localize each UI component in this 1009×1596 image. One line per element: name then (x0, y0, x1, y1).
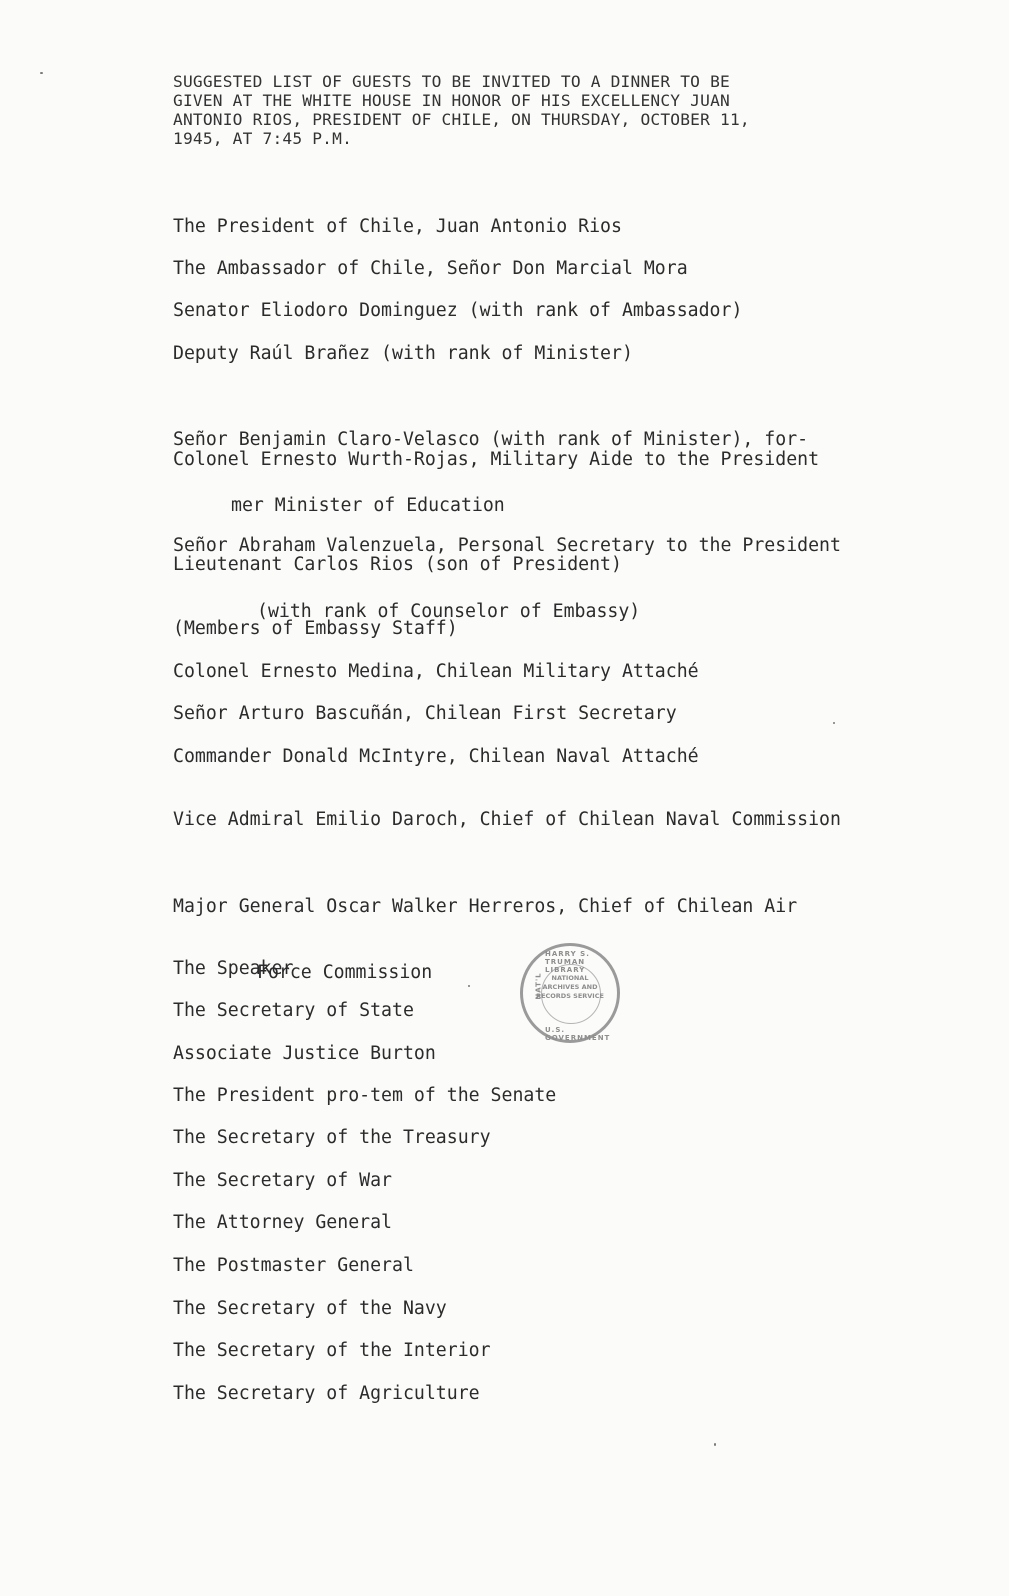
guest-entry: The President of Chile, Juan Antonio Rios (173, 216, 622, 237)
stamp-ring-text-top: HARRY S. TRUMAN LIBRARY (545, 950, 590, 974)
heading-line: SUGGESTED LIST OF GUESTS TO BE INVITED TO A DINNER TO BE (173, 72, 730, 91)
guest-entry: The Secretary of State (173, 1000, 414, 1021)
section-label: (Members of Embassy Staff) (173, 618, 458, 639)
stamp-center-text: NATIONAL ARCHIVES AND RECORDS SERVICE (536, 974, 604, 1000)
heading-line: ANTONIO RIOS, PRESIDENT OF CHILE, ON THURSDAY, OCTOBER 11, (173, 110, 750, 129)
stamp-ring-text-bottom: U.S. GOVERNMENT (545, 1026, 611, 1042)
guest-entry: The Secretary of Agriculture (173, 1383, 480, 1404)
guest-entry: The Secretary of the Interior (173, 1340, 491, 1361)
archive-stamp-seal (520, 943, 620, 1043)
guest-entry: Señor Benjamin Claro-Velasco (with rank of Minister), for- mer Minister of Education (173, 429, 809, 516)
guest-entry: Colonel Ernesto Medina, Chilean Military Attaché (173, 661, 699, 682)
stamp-ring-text-left: NAT'L (534, 972, 543, 1000)
guest-entry: The Postmaster General (173, 1255, 414, 1276)
heading-line: 1945, AT 7:45 P.M. (173, 129, 353, 148)
guest-entry: The Speaker (173, 958, 294, 979)
guest-entry: The Attorney General (173, 1212, 392, 1233)
document-heading (173, 72, 933, 148)
guest-entry: The Secretary of the Treasury (173, 1127, 491, 1148)
guest-entry: Major General Oscar Walker Herreros, Chief of Chilean Air Force Commission (173, 896, 798, 983)
guest-entry: The Ambassador of Chile, Señor Don Marcial Mora (173, 258, 688, 279)
heading-line: GIVEN AT THE WHITE HOUSE IN HONOR OF HIS EXCELLENCY JUAN (173, 91, 730, 110)
paper-speck (714, 1443, 716, 1446)
guest-entry: The Secretary of War (173, 1170, 392, 1191)
guest-entry: Lieutenant Carlos Rios (son of President) (173, 554, 622, 575)
paper-speck (40, 72, 43, 74)
guest-entry: The Secretary of the Navy (173, 1298, 447, 1319)
guest-entry: Señor Abraham Valenzuela, Personal Secretary to the President (with rank of Counselor of Embassy) (173, 535, 841, 622)
guest-entry: Deputy Raúl Brañez (with rank of Minister) (173, 343, 633, 364)
guest-entry: Colonel Ernesto Wurth-Rojas, Military Aide to the President (173, 449, 820, 470)
guest-entry: Señor Arturo Bascuñán, Chilean First Secretary (173, 703, 677, 724)
guest-entry: The President pro-tem of the Senate (173, 1085, 557, 1106)
guest-entry: Vice Admiral Emilio Daroch, Chief of Chilean Naval Commission (173, 809, 841, 830)
paper-speck (468, 985, 470, 987)
guest-entry: Senator Eliodoro Dominguez (with rank of Ambassador) (173, 300, 743, 321)
guest-entry: Commander Donald McIntyre, Chilean Naval Attaché (173, 746, 699, 767)
paper-speck (833, 722, 835, 724)
guest-entry: Associate Justice Burton (173, 1043, 436, 1064)
